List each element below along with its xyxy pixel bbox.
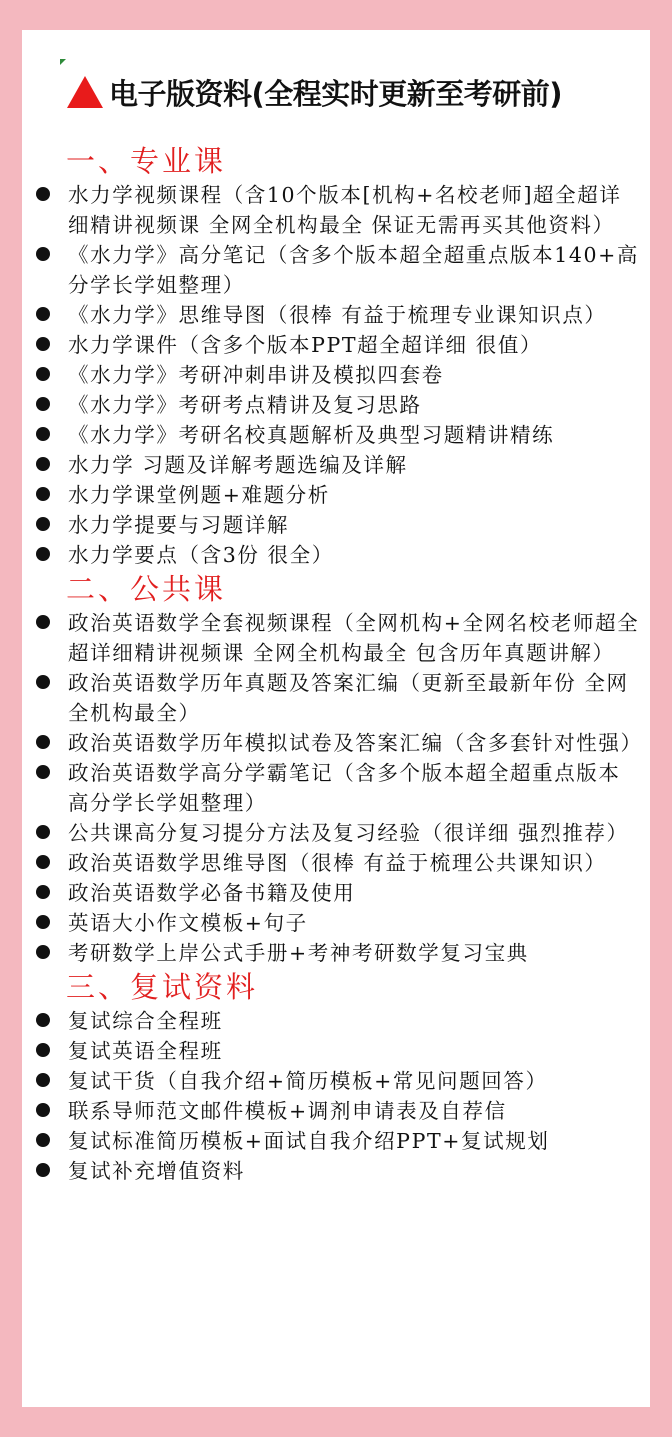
list-item-text: 政治英语数学历年真题及答案汇编（更新至最新年份 全网全机构最全） (68, 671, 629, 725)
list-item (22, 1006, 650, 1036)
section-major-course (22, 142, 650, 570)
bullet-icon (36, 397, 50, 411)
bullet-icon (36, 675, 50, 689)
section-retest-materials (22, 968, 650, 1186)
bullet-icon (36, 547, 50, 561)
bullet-icon (36, 457, 50, 471)
list-item-text: 政治英语数学全套视频课程（全网机构+全网名校老师超全超详细精讲视频课 全网全机构最全 包含历年真题讲解） (68, 611, 640, 665)
bullet-icon (36, 1043, 50, 1057)
bullet-list (22, 1006, 650, 1186)
bullet-icon (36, 735, 50, 749)
list-item (22, 1036, 650, 1066)
bullet-icon (36, 187, 50, 201)
bullet-icon (36, 337, 50, 351)
list-item-text: 水力学课堂例题+难题分析 (68, 483, 330, 507)
list-item-text: 政治英语数学必备书籍及使用 (68, 881, 356, 905)
corner-mark (60, 59, 66, 65)
bullet-icon (36, 367, 50, 381)
list-item-text: 复试补充增值资料 (68, 1159, 245, 1183)
document-page (22, 30, 650, 1407)
list-item-text: 政治英语数学高分学霸笔记（含多个版本超全超重点版本 高分学长学姐整理） (68, 761, 621, 815)
list-item-text: 政治英语数学思维导图（很棒 有益于梳理公共课知识） (68, 851, 607, 875)
bullet-list (22, 608, 650, 968)
content-list (22, 142, 650, 1186)
list-item (22, 668, 650, 728)
section-public-course (22, 570, 650, 968)
list-item (22, 240, 650, 300)
bullet-icon (36, 487, 50, 501)
list-item-text: 水力学课件（含多个版本PPT超全超详细 很值） (68, 333, 543, 357)
bullet-icon (36, 825, 50, 839)
list-item (22, 390, 650, 420)
list-item-text: 考研数学上岸公式手册+考神考研数学复习宝典 (68, 941, 529, 965)
bullet-icon (36, 885, 50, 899)
list-item (22, 450, 650, 480)
bullet-icon (36, 855, 50, 869)
list-item (22, 848, 650, 878)
list-item-text: 《水力学》考研考点精讲及复习思路 (68, 393, 422, 417)
list-item-text: 《水力学》考研名校真题解析及典型习题精讲精练 (68, 423, 555, 447)
bullet-icon (36, 1133, 50, 1147)
section-heading: 一、专业课 (66, 144, 227, 178)
bullet-icon (36, 1013, 50, 1027)
title-row (67, 68, 562, 116)
list-item (22, 728, 650, 758)
list-item-text: 水力学 习题及详解考题选编及详解 (68, 453, 408, 477)
list-item-text: 《水力学》思维导图（很棒 有益于梳理专业课知识点） (68, 303, 607, 327)
list-item (22, 420, 650, 450)
bullet-icon (36, 945, 50, 959)
list-item-text: 复试标准简历模板+面试自我介绍PPT+复试规划 (68, 1129, 550, 1153)
bullet-icon (36, 1163, 50, 1177)
document-title: 电子版资料(全程实时更新至考研前) (109, 76, 563, 111)
section-heading: 二、公共课 (66, 572, 227, 606)
bullet-icon (36, 765, 50, 779)
list-item (22, 1156, 650, 1186)
list-item-text: 复试干货（自我介绍+简历模板+常见问题回答） (68, 1069, 548, 1093)
warning-triangle-icon (67, 76, 103, 108)
list-item-text: 《水力学》高分笔记（含多个版本超全超重点版本140+高分学长学姐整理） (68, 243, 640, 297)
bullet-icon (36, 1103, 50, 1117)
list-item (22, 818, 650, 848)
list-item (22, 480, 650, 510)
list-item (22, 1126, 650, 1156)
list-item (22, 540, 650, 570)
list-item (22, 1096, 650, 1126)
bullet-list (22, 180, 650, 570)
bullet-icon (36, 517, 50, 531)
list-item (22, 938, 650, 968)
list-item (22, 878, 650, 908)
list-item (22, 360, 650, 390)
list-item (22, 908, 650, 938)
bullet-icon (36, 307, 50, 321)
list-item-text: 复试英语全程班 (68, 1039, 223, 1063)
list-item (22, 330, 650, 360)
list-item-text: 水力学要点（含3份 很全） (68, 543, 334, 567)
bullet-icon (36, 915, 50, 929)
list-item (22, 608, 650, 668)
list-item (22, 758, 650, 818)
list-item-text: 公共课高分复习提分方法及复习经验（很详细 强烈推荐） (68, 821, 629, 845)
list-item-text: 《水力学》考研冲刺串讲及模拟四套卷 (68, 363, 444, 387)
list-item-text: 复试综合全程班 (68, 1009, 223, 1033)
list-item-text: 水力学提要与习题详解 (68, 513, 289, 537)
bullet-icon (36, 615, 50, 629)
bullet-icon (36, 1073, 50, 1087)
list-item (22, 180, 650, 240)
list-item (22, 1066, 650, 1096)
list-item-text: 联系导师范文邮件模板+调剂申请表及自荐信 (68, 1099, 507, 1123)
list-item (22, 300, 650, 330)
bullet-icon (36, 247, 50, 261)
list-item-text: 水力学视频课程（含10个版本[机构+名校老师]超全超详细精讲视频课 全网全机构最全 保证无需再买其他资料） (68, 183, 622, 237)
list-item-text: 英语大小作文模板+句子 (68, 911, 308, 935)
section-heading: 三、复试资料 (66, 970, 259, 1004)
bullet-icon (36, 427, 50, 441)
list-item-text: 政治英语数学历年模拟试卷及答案汇编（含多套针对性强） (68, 731, 643, 755)
list-item (22, 510, 650, 540)
